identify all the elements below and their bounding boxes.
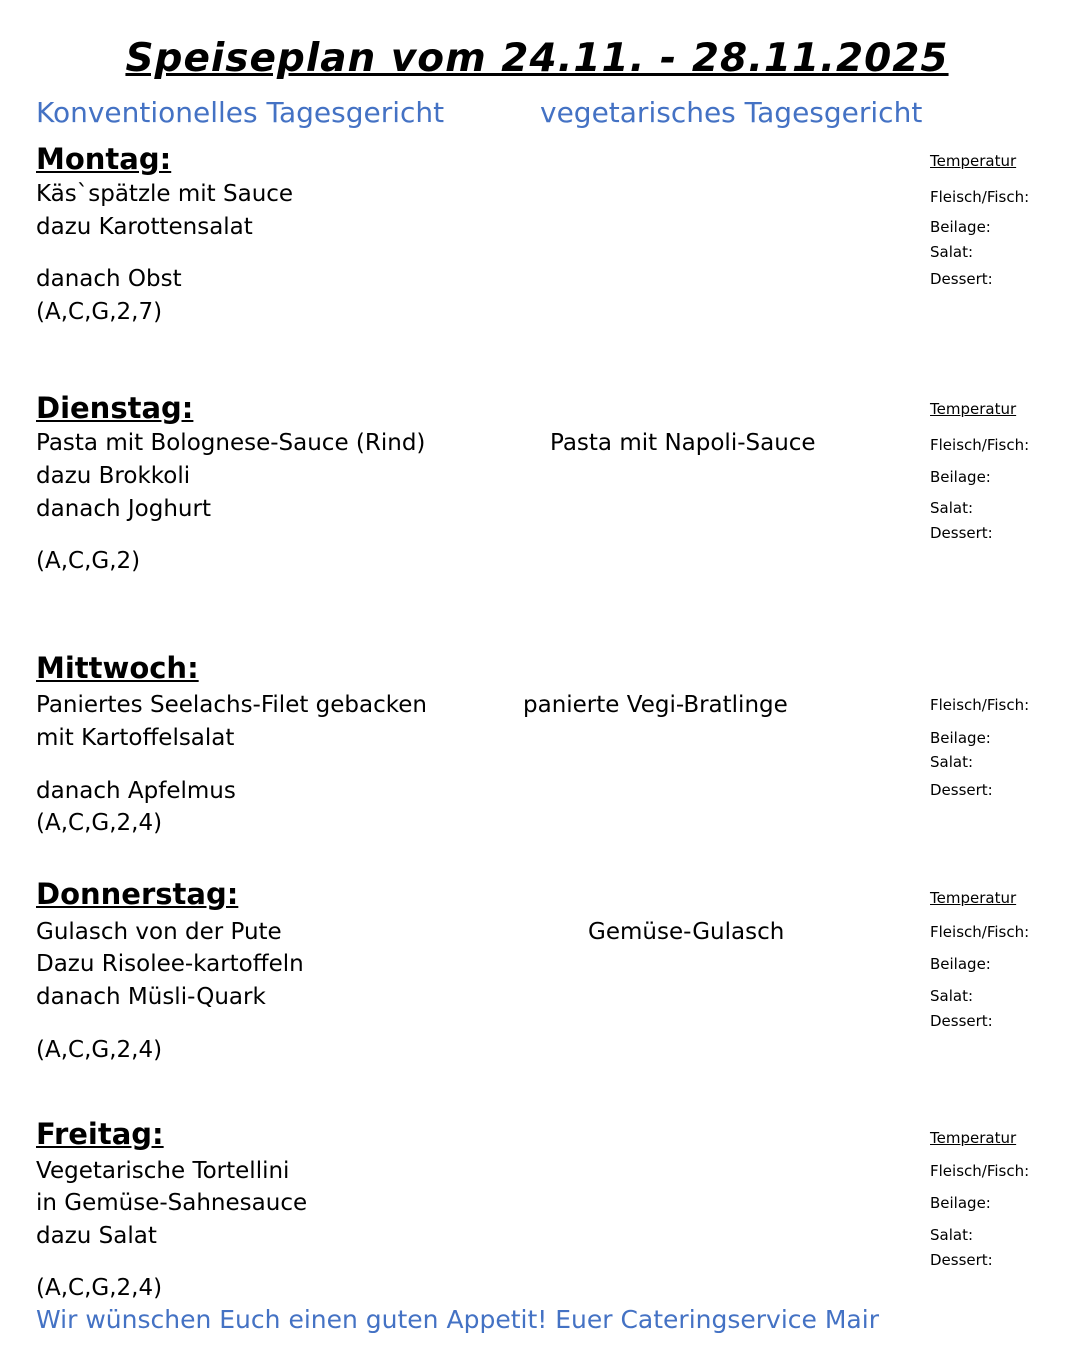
day-heading: Freitag:: [36, 1117, 164, 1151]
allergen-codes: (A,C,G,2,7): [36, 299, 163, 325]
allergen-codes: (A,C,G,2,4): [36, 1275, 163, 1301]
vegetarian-dish: Pasta mit Napoli-Sauce: [550, 430, 816, 456]
dish-line: dazu Salat: [36, 1223, 157, 1249]
footer-greeting: Wir wünschen Euch einen guten Appetit! Euer Cateringservice Mair: [36, 1305, 879, 1334]
dish-line: Gulasch von der Pute: [36, 919, 282, 945]
side-dish-label: Beilage:: [930, 1194, 991, 1212]
allergen-codes: (A,C,G,2,4): [36, 810, 163, 836]
column-header-vegetarian: vegetarisches Tagesgericht: [540, 96, 923, 129]
dessert-label: Dessert:: [930, 270, 993, 288]
vegetarian-dish: Gemüse-Gulasch: [588, 919, 785, 945]
dessert-label: Dessert:: [930, 524, 993, 542]
meat-fish-label: Fleisch/Fisch:: [930, 188, 1030, 206]
day-heading: Dienstag:: [36, 391, 194, 425]
salad-label: Salat:: [930, 753, 974, 771]
vegetarian-dish: panierte Vegi-Bratlinge: [523, 692, 788, 718]
salad-label: Salat:: [930, 243, 974, 261]
meat-fish-label: Fleisch/Fisch:: [930, 923, 1030, 941]
side-dish-label: Beilage:: [930, 218, 991, 236]
dish-line: Paniertes Seelachs-Filet gebacken: [36, 692, 427, 718]
side-dish-label: Beilage:: [930, 468, 991, 486]
dish-line: mit Kartoffelsalat: [36, 725, 235, 751]
temperature-label: Temperatur: [930, 400, 1017, 418]
dish-line: Vegetarische Tortellini: [36, 1158, 290, 1184]
dish-line: danach Müsli-Quark: [36, 984, 266, 1010]
allergen-codes: (A,C,G,2): [36, 548, 141, 574]
dish-line: Dazu Risolee-kartoffeln: [36, 951, 304, 977]
column-header-conventional: Konventionelles Tagesgericht: [36, 96, 445, 129]
meat-fish-label: Fleisch/Fisch:: [930, 1162, 1030, 1180]
dish-line: in Gemüse-Sahnesauce: [36, 1190, 308, 1216]
side-dish-label: Beilage:: [930, 729, 991, 747]
side-dish-label: Beilage:: [930, 955, 991, 973]
temperature-label: Temperatur: [930, 889, 1017, 907]
day-heading: Mittwoch:: [36, 651, 199, 685]
dish-line: dazu Karottensalat: [36, 214, 253, 240]
dish-line: danach Obst: [36, 266, 182, 292]
salad-label: Salat:: [930, 499, 974, 517]
dessert-label: Dessert:: [930, 781, 993, 799]
page-title: Speiseplan vom 24.11. - 28.11.2025: [125, 36, 949, 81]
dish-line: danach Joghurt: [36, 496, 211, 522]
dish-line: danach Apfelmus: [36, 778, 236, 804]
salad-label: Salat:: [930, 1226, 974, 1244]
dish-line: Käs`spätzle mit Sauce: [36, 181, 294, 207]
day-heading: Donnerstag:: [36, 877, 239, 911]
dessert-label: Dessert:: [930, 1012, 993, 1030]
meat-fish-label: Fleisch/Fisch:: [930, 696, 1030, 714]
temperature-label: Temperatur: [930, 152, 1017, 170]
dish-line: dazu Brokkoli: [36, 463, 191, 489]
dessert-label: Dessert:: [930, 1251, 993, 1269]
meat-fish-label: Fleisch/Fisch:: [930, 436, 1030, 454]
salad-label: Salat:: [930, 987, 974, 1005]
allergen-codes: (A,C,G,2,4): [36, 1037, 163, 1063]
day-heading: Montag:: [36, 142, 172, 176]
dish-line: Pasta mit Bolognese-Sauce (Rind): [36, 430, 426, 456]
temperature-label: Temperatur: [930, 1129, 1017, 1147]
